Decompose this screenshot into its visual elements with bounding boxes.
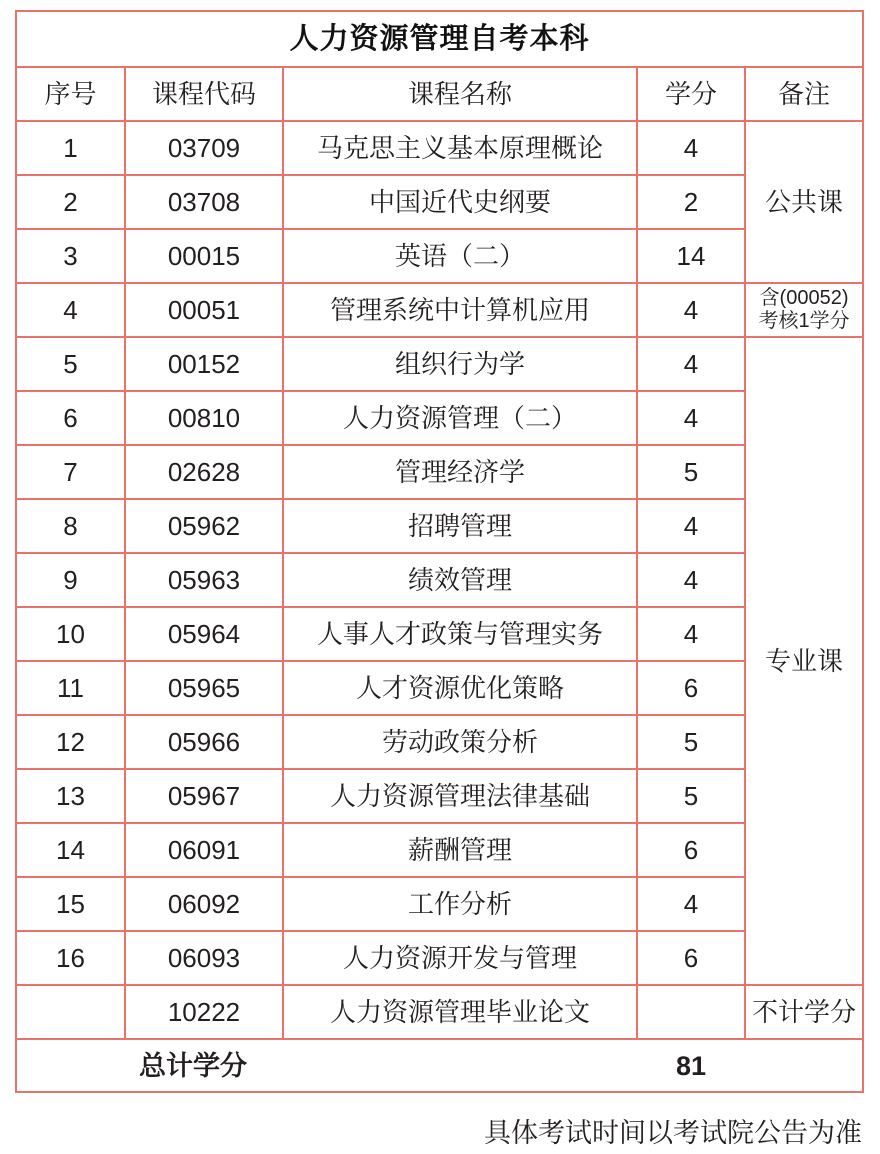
cell-code: 00810 xyxy=(125,391,283,445)
cell-name: 人事人才政策与管理实务 xyxy=(283,607,637,661)
cell-no: 11 xyxy=(16,661,125,715)
total-spacer xyxy=(745,1039,863,1092)
table-row xyxy=(16,283,863,337)
cell-no: 3 xyxy=(16,229,125,283)
cell-name: 绩效管理 xyxy=(283,553,637,607)
cell-code: 10222 xyxy=(125,985,283,1039)
total-value: 81 xyxy=(637,1039,745,1092)
cell-code: 05963 xyxy=(125,553,283,607)
cell-credit: 4 xyxy=(637,607,745,661)
cell-credit xyxy=(637,985,745,1039)
cell-name: 薪酬管理 xyxy=(283,823,637,877)
cell-credit: 4 xyxy=(637,391,745,445)
header-credit: 学分 xyxy=(637,67,745,121)
total-label: 总计学分 xyxy=(125,1039,283,1092)
cell-name: 人力资源开发与管理 xyxy=(283,931,637,985)
table-row xyxy=(16,715,863,769)
cell-name: 人力资源管理毕业论文 xyxy=(283,985,637,1039)
cell-name: 组织行为学 xyxy=(283,337,637,391)
cell-code: 03708 xyxy=(125,175,283,229)
table-row xyxy=(16,337,863,391)
total-spacer xyxy=(283,1039,637,1092)
cell-code: 05965 xyxy=(125,661,283,715)
cell-name: 人力资源管理（二） xyxy=(283,391,637,445)
cell-name: 马克思主义基本原理概论 xyxy=(283,121,637,175)
cell-code: 06093 xyxy=(125,931,283,985)
table-row-thesis xyxy=(16,985,863,1039)
cell-code: 00051 xyxy=(125,283,283,337)
cell-credit: 4 xyxy=(637,499,745,553)
table-row xyxy=(16,121,863,175)
cell-credit: 5 xyxy=(637,715,745,769)
cell-credit: 4 xyxy=(637,121,745,175)
table-row xyxy=(16,499,863,553)
cell-code: 05964 xyxy=(125,607,283,661)
cell-no: 15 xyxy=(16,877,125,931)
cell-code: 06091 xyxy=(125,823,283,877)
cell-credit: 4 xyxy=(637,553,745,607)
cell-name: 中国近代史纲要 xyxy=(283,175,637,229)
cell-no: 14 xyxy=(16,823,125,877)
header-remark: 备注 xyxy=(745,67,863,121)
table-row xyxy=(16,877,863,931)
cell-no: 13 xyxy=(16,769,125,823)
cell-name: 招聘管理 xyxy=(283,499,637,553)
total-row xyxy=(16,1039,863,1092)
cell-code: 00015 xyxy=(125,229,283,283)
cell-code: 05962 xyxy=(125,499,283,553)
cell-no: 1 xyxy=(16,121,125,175)
title-row xyxy=(16,11,863,67)
cell-no: 9 xyxy=(16,553,125,607)
cell-no xyxy=(16,985,125,1039)
table-row xyxy=(16,931,863,985)
cell-credit: 6 xyxy=(637,931,745,985)
cell-credit: 4 xyxy=(637,337,745,391)
remark-public: 公共课 xyxy=(745,121,863,283)
table-row xyxy=(16,769,863,823)
cell-no: 2 xyxy=(16,175,125,229)
cell-no: 16 xyxy=(16,931,125,985)
cell-credit: 5 xyxy=(637,769,745,823)
header-row xyxy=(16,67,863,121)
cell-name: 工作分析 xyxy=(283,877,637,931)
cell-code: 00152 xyxy=(125,337,283,391)
remark-thesis: 不计学分 xyxy=(745,985,863,1039)
cell-name: 人才资源优化策略 xyxy=(283,661,637,715)
remark-major: 专业课 xyxy=(745,337,863,985)
table-row xyxy=(16,607,863,661)
remark-computer-line2: 考核1学分 xyxy=(758,310,850,332)
table-row xyxy=(16,391,863,445)
table-row xyxy=(16,823,863,877)
cell-name: 管理经济学 xyxy=(283,445,637,499)
remark-computer xyxy=(745,283,863,337)
footer-note: 具体考试时间以考试院公告为准 xyxy=(484,1118,862,1148)
table-row xyxy=(16,229,863,283)
cell-credit: 4 xyxy=(637,283,745,337)
cell-name: 英语（二） xyxy=(283,229,637,283)
header-name: 课程名称 xyxy=(283,67,637,121)
cell-credit: 14 xyxy=(637,229,745,283)
cell-name: 人力资源管理法律基础 xyxy=(283,769,637,823)
header-code: 课程代码 xyxy=(125,67,283,121)
cell-no: 7 xyxy=(16,445,125,499)
table-row xyxy=(16,661,863,715)
table-row xyxy=(16,553,863,607)
total-spacer xyxy=(16,1039,125,1092)
cell-code: 03709 xyxy=(125,121,283,175)
course-table xyxy=(15,10,864,1093)
cell-name: 劳动政策分析 xyxy=(283,715,637,769)
cell-code: 05966 xyxy=(125,715,283,769)
cell-code: 05967 xyxy=(125,769,283,823)
remark-computer-line1: 含(00052) xyxy=(759,287,849,309)
cell-credit: 6 xyxy=(637,823,745,877)
cell-name: 管理系统中计算机应用 xyxy=(283,283,637,337)
cell-no: 8 xyxy=(16,499,125,553)
cell-no: 6 xyxy=(16,391,125,445)
header-no: 序号 xyxy=(16,67,125,121)
table-title: 人力资源管理自考本科 xyxy=(16,11,863,67)
cell-credit: 2 xyxy=(637,175,745,229)
cell-no: 4 xyxy=(16,283,125,337)
cell-code: 02628 xyxy=(125,445,283,499)
cell-credit: 5 xyxy=(637,445,745,499)
cell-no: 5 xyxy=(16,337,125,391)
cell-credit: 4 xyxy=(637,877,745,931)
cell-no: 12 xyxy=(16,715,125,769)
table-row xyxy=(16,445,863,499)
cell-credit: 6 xyxy=(637,661,745,715)
cell-code: 06092 xyxy=(125,877,283,931)
table-row xyxy=(16,175,863,229)
cell-no: 10 xyxy=(16,607,125,661)
